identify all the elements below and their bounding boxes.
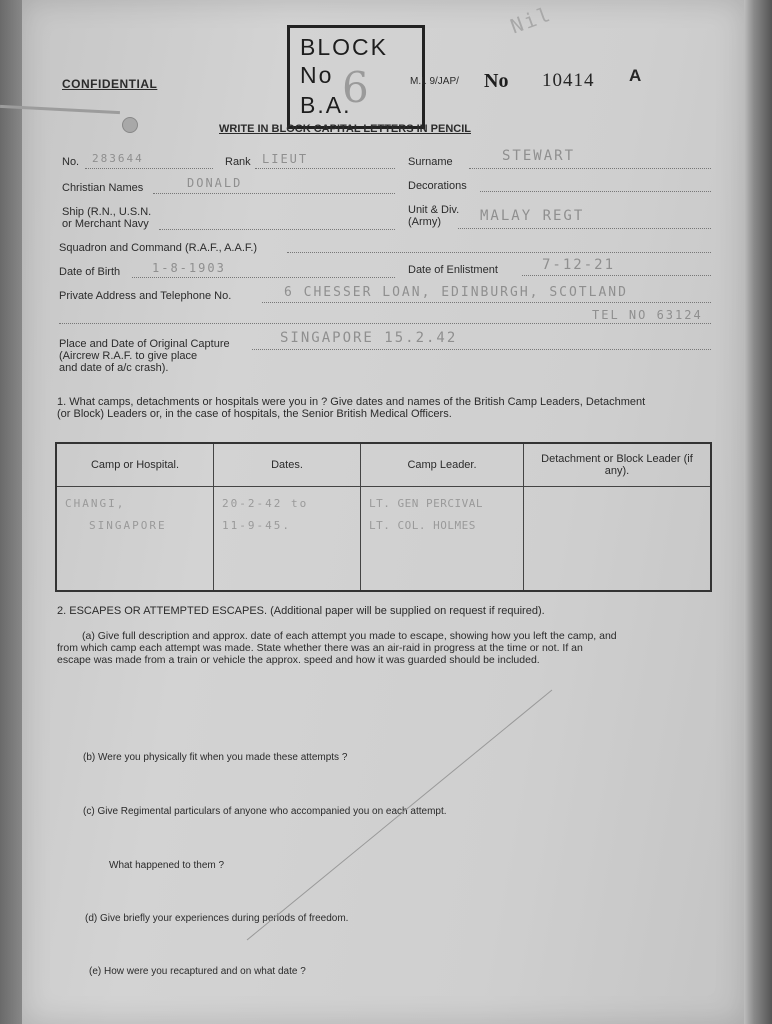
christian-names-value: DONALD xyxy=(187,176,243,190)
address-label: Private Address and Telephone No. xyxy=(59,290,232,302)
capture-label-aircrew: (Aircrew R.A.F. to give place xyxy=(59,350,198,362)
stamp-no-text: No xyxy=(300,62,334,88)
leader-value-line1: LT. GEN PERCIVAL xyxy=(369,497,483,510)
form-number: 10414 xyxy=(542,70,595,91)
question-a-cont: from which camp each attempt was made. State whether there was an air-raid in progress at the time or not. If an xyxy=(57,642,583,654)
instruction-heading: WRITE IN BLOCK CAPITAL LETTERS IN PENCIL xyxy=(219,123,471,135)
question-a-cont-2: escape was made from a train or vehicle the approx. speed and how it was guarded should be included. xyxy=(57,654,540,666)
page-edge xyxy=(742,0,772,1024)
surname-value: STEWART xyxy=(502,148,576,164)
squadron-label: Squadron and Command (R.A.F., A.A.F.) xyxy=(59,242,258,254)
address-value: 6 CHESSER LOAN, EDINBURGH, SCOTLAND xyxy=(284,285,628,300)
capture-label: Place and Date of Original Capture xyxy=(59,338,230,350)
dob-label: Date of Birth xyxy=(59,266,121,278)
pencil-stroke xyxy=(22,0,744,1024)
no-value: 283644 xyxy=(92,152,144,165)
no-label: No. xyxy=(62,156,80,168)
christian-names-label: Christian Names xyxy=(62,182,144,194)
section-1-question-cont: (or Block) Leaders or, in the case of hospitals, the Senior British Medical Officers. xyxy=(57,408,452,420)
rank-label: Rank xyxy=(225,156,251,168)
capture-value: SINGAPORE 15.2.42 xyxy=(280,330,458,346)
question-d: (d) Give briefly your experiences during periods of freedom. xyxy=(85,913,349,924)
classification-label: CONFIDENTIAL xyxy=(62,77,158,91)
form-reference: M.I. 9/JAP/ xyxy=(410,76,459,87)
enlistment-label: Date of Enlistment xyxy=(408,264,498,276)
telephone-value: TEL NO 63124 xyxy=(592,308,703,322)
stamp-ba-text: B.A. xyxy=(300,92,352,118)
form-suffix: A xyxy=(629,66,642,85)
camp-leader-column-header: Camp Leader. xyxy=(361,443,524,487)
question-b: (b) Were you physically fit when you made these attempts ? xyxy=(83,752,348,763)
questionnaire-form xyxy=(22,0,744,1024)
camp-value-line1: CHANGI, xyxy=(65,497,126,510)
unit-value: MALAY REGT xyxy=(480,208,585,224)
question-a: (a) Give full description and approx. date of each attempt you made to escape, showing how you left the camp, and xyxy=(82,630,617,642)
dates-value-line2: 11-9-45. xyxy=(222,519,291,532)
capture-label-crash: and date of a/c crash). xyxy=(59,362,169,374)
leader-value-line2: LT. COL. HOLMES xyxy=(369,519,476,532)
section-2-title: 2. ESCAPES OR ATTEMPTED ESCAPES. (Additional paper will be supplied on request if required). xyxy=(57,605,545,617)
question-e: (e) How were you recaptured and on what date ? xyxy=(89,966,306,977)
army-label: (Army) xyxy=(408,216,441,228)
dob-value: 1-8-1903 xyxy=(152,261,226,275)
dates-column-header: Dates. xyxy=(214,443,361,487)
merchant-navy-label: or Merchant Navy xyxy=(62,218,149,230)
question-c-sub: What happened to them ? xyxy=(109,860,225,871)
stamp-block-text: BLOCK xyxy=(300,34,388,60)
stamp-handwritten-number: 6 xyxy=(342,63,369,112)
enlistment-value: 7-12-21 xyxy=(542,257,616,273)
detachment-column-header: Detachment or Block Leader (if any). xyxy=(524,443,712,487)
number-symbol: No xyxy=(484,70,509,92)
corner-handwritten-note: Nil xyxy=(507,1,555,39)
question-c: (c) Give Regimental particulars of anyone who accompanied you on each attempt. xyxy=(83,806,447,817)
dates-value-line1: 20-2-42 to xyxy=(222,497,309,510)
camp-value-line2: SINGAPORE xyxy=(89,519,167,532)
camp-column-header: Camp or Hospital. xyxy=(56,443,214,487)
rank-value: LIEUT xyxy=(262,152,309,166)
ship-label: Ship (R.N., U.S.N. xyxy=(62,206,152,218)
decorations-label: Decorations xyxy=(408,180,467,192)
unit-label: Unit & Div. xyxy=(408,204,460,216)
section-1-question: 1. What camps, detachments or hospitals were you in ? Give dates and names of the British Camp Leaders, Detachment xyxy=(57,396,646,408)
surname-label: Surname xyxy=(408,156,453,168)
